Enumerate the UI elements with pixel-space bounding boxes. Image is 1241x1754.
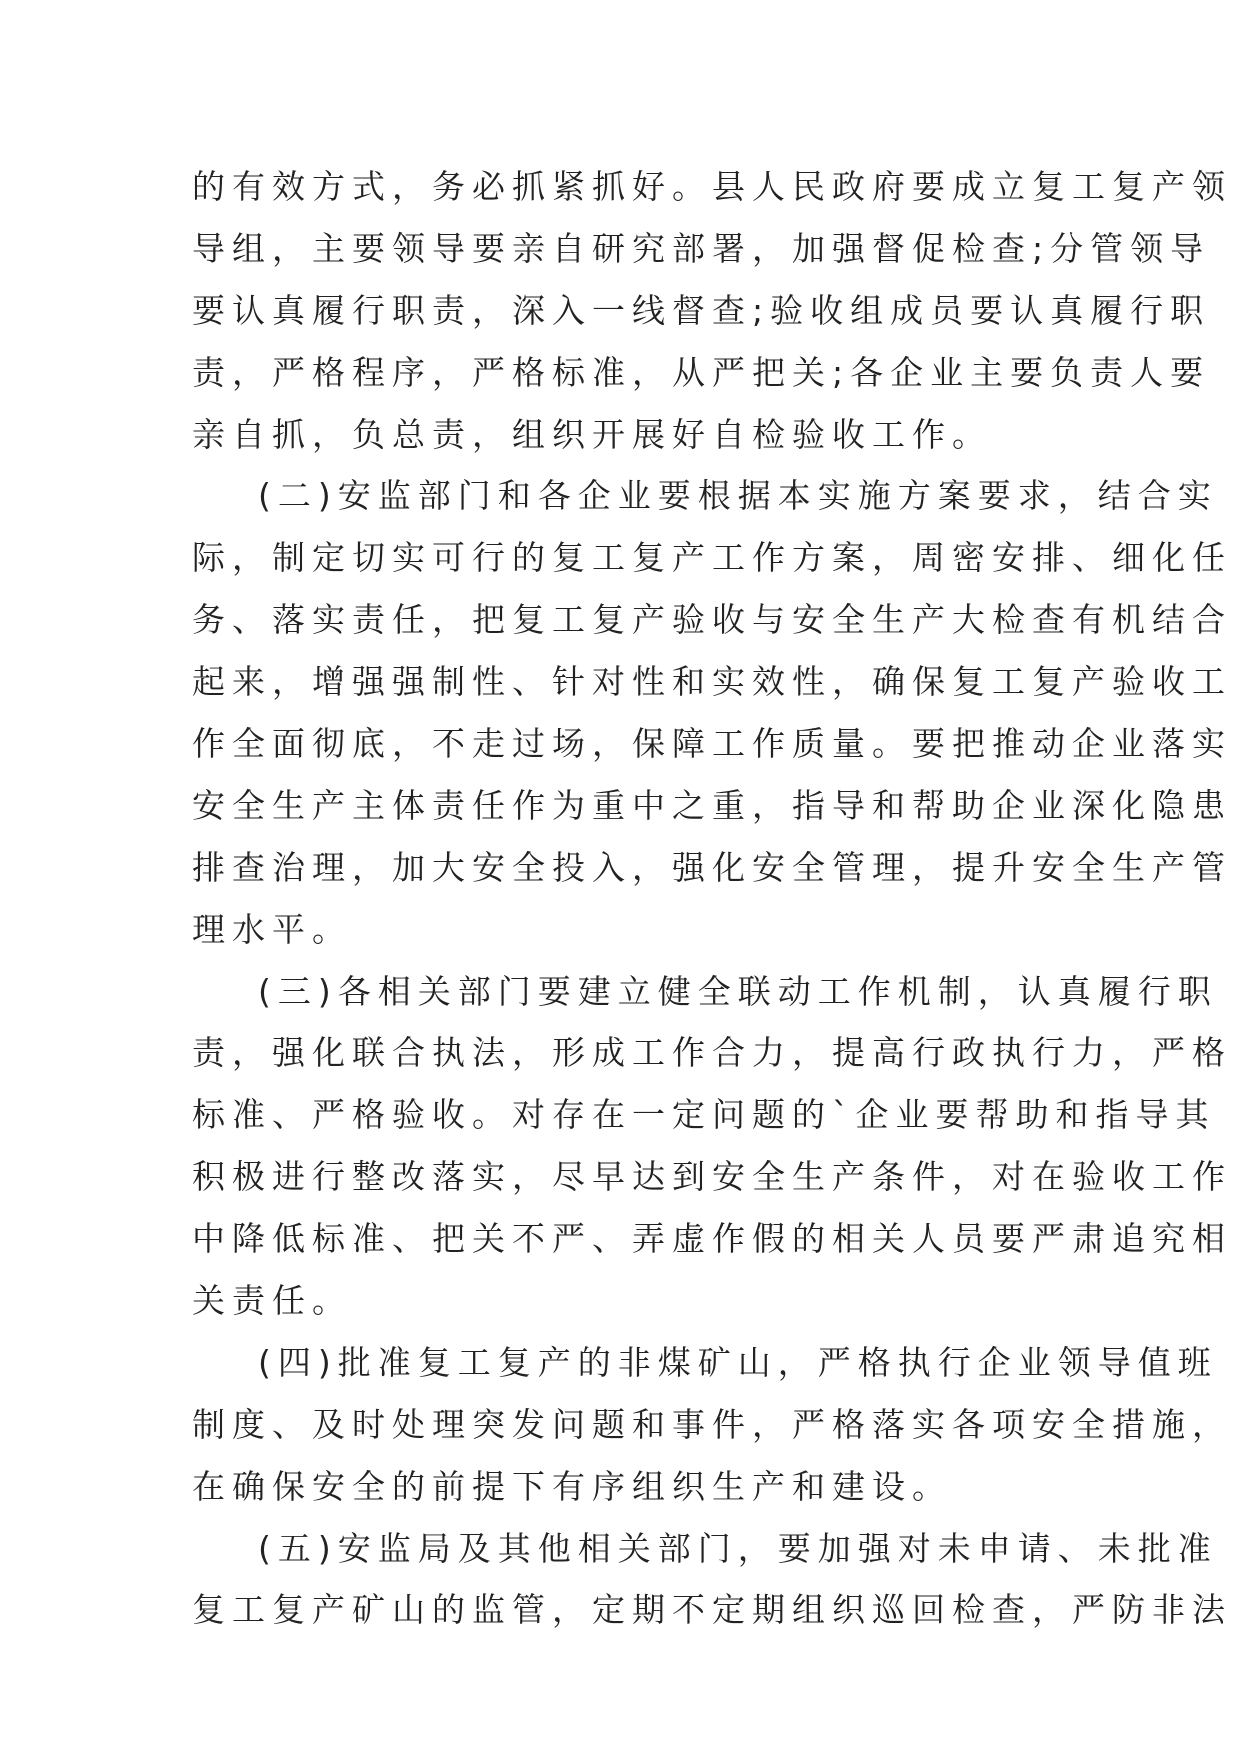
paragraph-2-first-line: (二)安监部门和各企业要根据本实施方案要求，结合实 <box>258 476 1218 516</box>
text-line: 中降低标准、把关不严、弄虚作假的相关人员要严肃追究相 <box>192 1219 1232 1259</box>
text-line: 作全面彻底，不走过场，保障工作质量。要把推动企业落实 <box>192 724 1232 764</box>
paragraph-3-first-line: (三)各相关部门要建立健全联动工作机制，认真履行职 <box>258 971 1218 1011</box>
text-line: 要认真履行职责，深入一线督查;验收组成员要认真履行职 <box>192 290 1211 330</box>
text-line: 关责任。 <box>192 1281 352 1321</box>
text-line: 制度、及时处理突发问题和事件，严格落实各项安全措施， <box>192 1404 1232 1444</box>
paragraph-4-first-line: (四)批准复工复产的非煤矿山，严格执行企业领导值班 <box>258 1342 1218 1382</box>
paragraph-5-first-line: (五)安监局及其他相关部门，要加强对未申请、未批准 <box>258 1528 1218 1568</box>
text-line: 排查治理，加大安全投入，强化安全管理，提升安全生产管 <box>192 847 1232 887</box>
text-line: 理水平。 <box>192 909 352 949</box>
text-line: 责，强化联合执法，形成工作合力，提高行政执行力，严格 <box>192 1033 1232 1073</box>
text-line: 际，制定切实可行的复工复产工作方案，周密安排、细化任 <box>192 538 1232 578</box>
text-line: 积极进行整改落实，尽早达到安全生产条件，对在验收工作 <box>192 1157 1232 1197</box>
text-line: 导组，主要领导要亲自研究部署，加强督促检查;分管领导 <box>192 228 1211 268</box>
text-line: 的有效方式，务必抓紧抓好。县人民政府要成立复工复产领 <box>192 167 1232 206</box>
document-body <box>192 156 1232 1641</box>
text-line: 复工复产矿山的监管，定期不定期组织巡回检查，严防非法 <box>192 1590 1232 1630</box>
text-line: 标准、严格验收。对存在一定问题的`企业要帮助和指导其 <box>192 1095 1216 1135</box>
text-line: 责，严格程序，严格标准，从严把关;各企业主要负责人要 <box>192 352 1211 392</box>
text-line: 务、落实责任，把复工复产验收与安全生产大检查有机结合 <box>192 600 1232 640</box>
text-line: 安全生产主体责任作为重中之重，指导和帮助企业深化隐患 <box>192 785 1232 825</box>
text-line: 在确保安全的前提下有序组织生产和建设。 <box>192 1466 952 1506</box>
text-line: 亲自抓，负总责，组织开展好自检验收工作。 <box>192 414 992 454</box>
text-line: 起来，增强强制性、针对性和实效性，确保复工复产验收工 <box>192 662 1232 702</box>
